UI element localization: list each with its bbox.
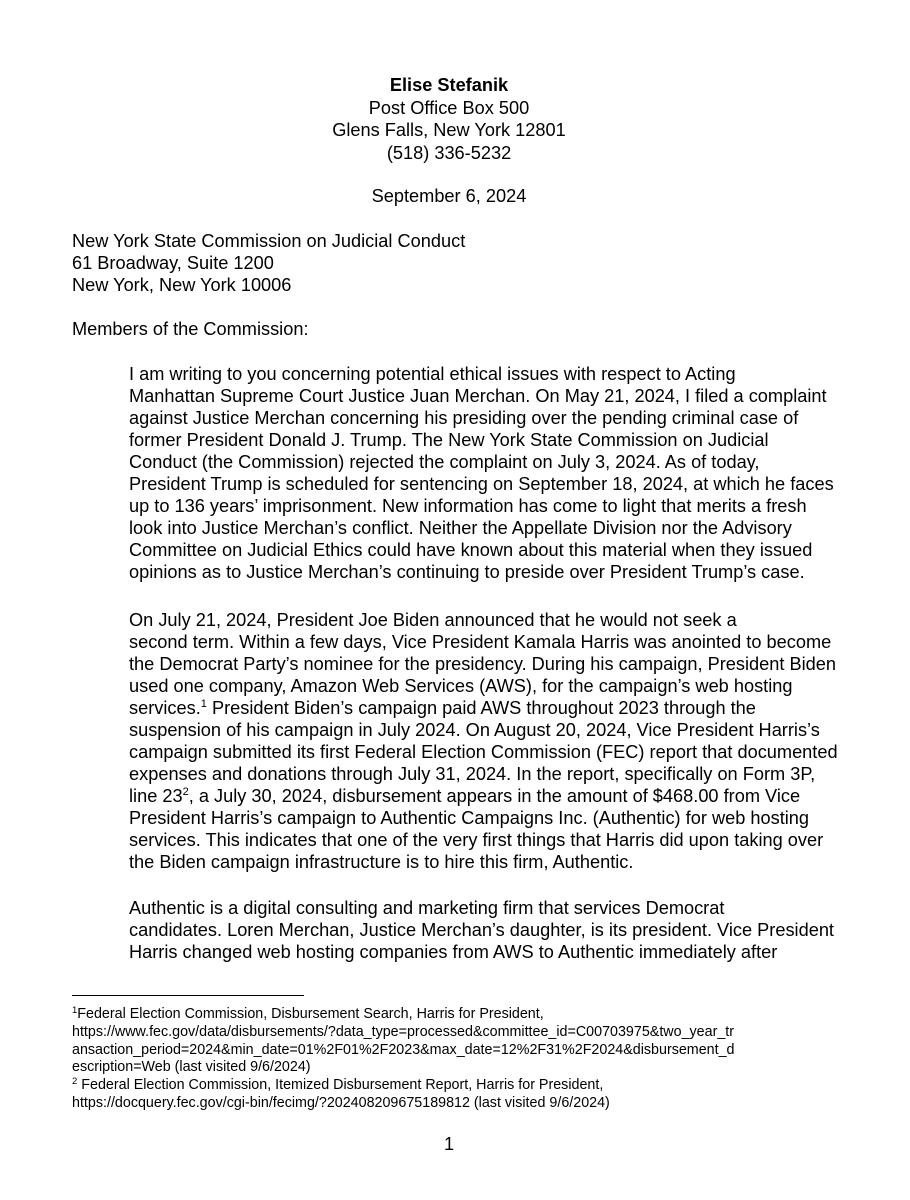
footnote-text: Federal Election Commission, Disbursement Search, Harris for President, bbox=[77, 1006, 544, 1022]
paragraph-line: I am writing to you concerning potential ethical issues with respect to Acting bbox=[129, 364, 736, 384]
recipient-address bbox=[72, 230, 832, 296]
footnote-link-line[interactable]: escription=Web (last visited 9/6/2024) bbox=[72, 1059, 311, 1076]
paragraph-line: the Democrat Party’s nominee for the presidency. During his campaign, President Biden bbox=[129, 654, 836, 674]
paragraph-3 bbox=[72, 897, 832, 963]
letterhead bbox=[0, 74, 898, 164]
page-number: 1 bbox=[443, 1134, 455, 1154]
sender-address-line-2: Glens Falls, New York 12801 bbox=[332, 120, 566, 140]
line-text: , a July 30, 2024, disbursement appears in the amount of $468.00 from Vice bbox=[188, 786, 801, 806]
paragraph-line: campaign submitted its first Federal Election Commission (FEC) report that documented bbox=[129, 742, 838, 762]
paragraph-line: Conduct (the Commission) rejected the complaint on July 3, 2024. As of today, bbox=[129, 452, 760, 472]
footnote-ref-2[interactable]: 2 bbox=[182, 786, 189, 798]
paragraph-line: Authentic is a digital consulting and marketing firm that services Democrat bbox=[129, 898, 725, 918]
paragraph-line: candidates. Loren Merchan, Justice Merchan’s daughter, is its president. Vice President bbox=[129, 920, 834, 940]
paragraph-line: against Justice Merchan concerning his presiding over the pending criminal case of bbox=[129, 408, 799, 428]
paragraph-line: President Trump is scheduled for sentencing on September 18, 2024, at which he faces bbox=[129, 474, 834, 494]
paragraph-line: second term. Within a few days, Vice President Kamala Harris was anointed to become bbox=[129, 632, 832, 652]
paragraph-2 bbox=[72, 609, 838, 873]
paragraph-line: President Harris’s campaign to Authentic Campaigns Inc. (Authentic) for web hosting bbox=[129, 808, 810, 828]
footnote-ref-1[interactable]: 1 bbox=[200, 698, 207, 710]
paragraph-line: suspension of his campaign in July 2024. On August 20, 2024, Vice President Harris’s bbox=[129, 720, 820, 740]
footnote-link-line[interactable]: https://docquery.fec.gov/cgi-bin/fecimg/?202408209675189812 (last visited 9/6/2024) bbox=[72, 1094, 610, 1111]
paragraph-line: services. This indicates that one of the very first things that Harris did upon taking over bbox=[129, 830, 824, 850]
footnote-divider bbox=[72, 995, 304, 996]
footnote-2 bbox=[72, 1077, 852, 1113]
line-text: President Biden’s campaign paid AWS throughout 2023 through the bbox=[206, 698, 756, 718]
paragraph-line: opinions as to Justice Merchan’s continuing to preside over President Trump’s case. bbox=[129, 562, 805, 582]
footnote-text: Federal Election Commission, Itemized Disbursement Report, Harris for President, bbox=[77, 1077, 604, 1094]
footnotes bbox=[72, 1006, 852, 1113]
paragraph-line bbox=[72, 785, 832, 807]
footnote-link-line[interactable]: https://www.fec.gov/data/disbursements/?data_type=processed&committee_id=C00703975&two_year_tr bbox=[72, 1023, 735, 1040]
sender-phone: (518) 336-5232 bbox=[386, 142, 512, 163]
footnote-marker-1: 1 bbox=[72, 1005, 78, 1016]
paragraph-line: former President Donald J. Trump. The New York State Commission on Judicial bbox=[129, 430, 769, 450]
paragraph-line bbox=[72, 697, 832, 719]
paragraph-line: Committee on Judicial Ethics could have known about this material when they issued bbox=[129, 540, 813, 560]
footnote-line bbox=[72, 1006, 852, 1024]
salutation: Members of the Commission: bbox=[72, 319, 309, 339]
recipient-line-3: New York, New York 10006 bbox=[72, 275, 292, 295]
paragraph-line: Manhattan Supreme Court Justice Juan Merchan. On May 21, 2024, I filed a complaint bbox=[129, 386, 827, 406]
line-text: services. bbox=[129, 698, 201, 718]
recipient-line-1: New York State Commission on Judicial Conduct bbox=[72, 231, 466, 251]
paragraph-line: the Biden campaign infrastructure is to hire this firm, Authentic. bbox=[129, 852, 634, 872]
sender-address-line-1: Post Office Box 500 bbox=[368, 97, 530, 118]
recipient-line-2: 61 Broadway, Suite 1200 bbox=[72, 253, 274, 273]
line-text: line 23 bbox=[129, 786, 183, 806]
paragraph-line: Harris changed web hosting companies from AWS to Authentic immediately after bbox=[129, 942, 778, 962]
footnote-1 bbox=[72, 1006, 852, 1077]
footnote-line bbox=[72, 1077, 852, 1095]
paragraph-line: expenses and donations through July 31, 2024. In the report, specifically on Form 3P, bbox=[129, 764, 816, 784]
paragraph-line: used one company, Amazon Web Services (AWS), for the campaign’s web hosting bbox=[129, 676, 793, 696]
sender-name: Elise Stefanik bbox=[389, 75, 509, 95]
paragraph-1 bbox=[72, 363, 832, 583]
letter-date: September 6, 2024 bbox=[371, 186, 527, 206]
paragraph-line: up to 136 years’ imprisonment. New information has come to light that merits a fresh bbox=[129, 496, 807, 516]
paragraph-line: On July 21, 2024, President Joe Biden announced that he would not seek a bbox=[129, 610, 737, 630]
footnote-link-line[interactable]: ansaction_period=2024&min_date=01%2F01%2F2023&max_date=12%2F31%2F2024&disbursement_d bbox=[72, 1041, 735, 1058]
footnote-marker-2: 2 bbox=[72, 1076, 78, 1088]
paragraph-line: look into Justice Merchan’s conflict. Neither the Appellate Division nor the Advisory bbox=[129, 518, 792, 538]
